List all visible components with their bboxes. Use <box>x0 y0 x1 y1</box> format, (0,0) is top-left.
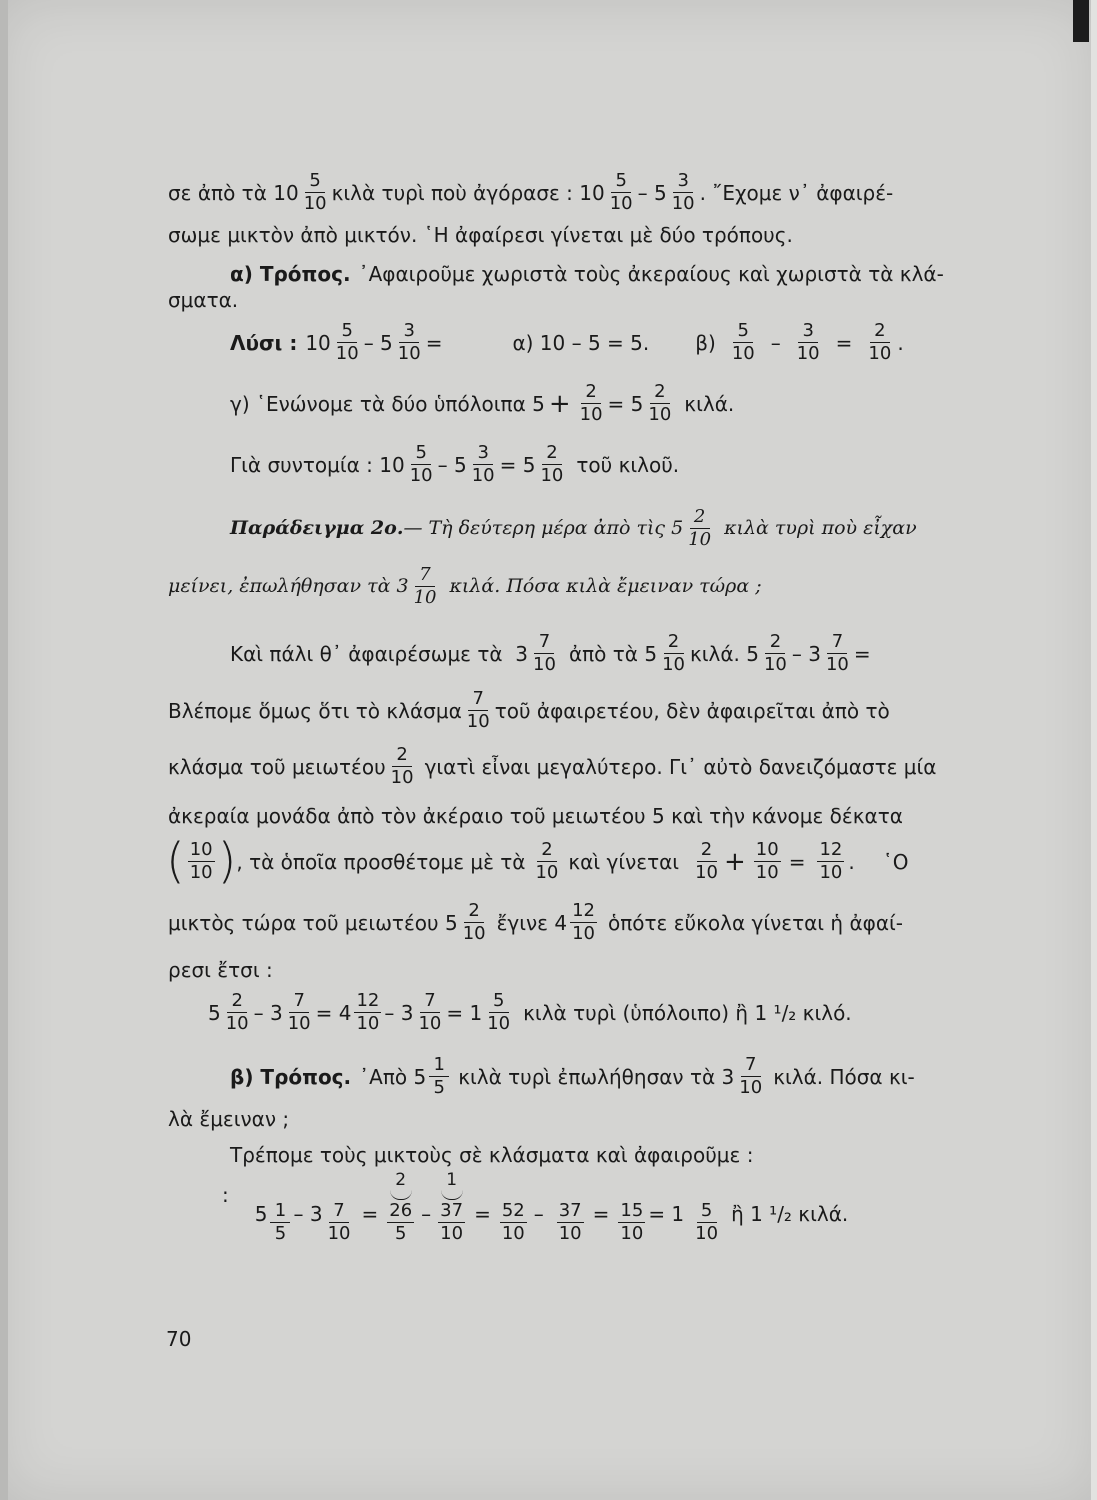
line3-text: ᾽Αφαιροῦμε χωριστὰ τοὺς ἀκεραίους καὶ χωριστὰ τὰ κλά- <box>358 262 944 286</box>
line15-part-b: ἔγινε 4 <box>496 910 568 935</box>
numerator: 12 <box>356 990 380 1011</box>
numerator: 7 <box>468 690 488 711</box>
fraction-5-10 <box>608 172 635 213</box>
line14-part-c: ῾Ο <box>882 849 909 874</box>
minus-3: – 3 <box>293 1202 323 1226</box>
fraction-2-10 <box>533 841 560 882</box>
numerator: 7 <box>534 633 554 654</box>
example-2-heading <box>230 508 917 549</box>
text-line-7 <box>230 444 679 485</box>
fraction-7-10 <box>326 1202 353 1243</box>
line14-part-a: , τὰ ὁποῖα προσθέτομε μὲ τὰ <box>236 849 526 874</box>
denominator: 10 <box>390 767 414 788</box>
denominator: 10 <box>462 923 486 944</box>
line16-text: ρεσι ἔτσι : <box>168 958 273 982</box>
numerator: 2 <box>542 444 562 465</box>
fraction-37-10-braced <box>438 1172 465 1243</box>
fraction-12-10 <box>817 841 844 882</box>
numerator: 37 <box>440 1200 464 1221</box>
fraction-2-10 <box>866 322 893 363</box>
denominator: 10 <box>409 465 433 486</box>
text-line-5-solution <box>230 322 904 363</box>
text-line-11 <box>168 690 890 731</box>
solution-label: Λύσι : <box>230 330 298 355</box>
unit-tou-kilou: τοῦ κιλοῦ. <box>576 452 680 477</box>
line17-result: κιλὰ τυρὶ (ὑπόλοιπο) ἢ 1 ¹/₂ κιλό. <box>523 1000 852 1025</box>
line18-part-a: ᾽Απὸ 5 <box>359 1064 427 1089</box>
denominator: 10 <box>755 862 779 884</box>
fraction-15-10 <box>618 1202 645 1243</box>
numerator: 2 <box>697 841 717 862</box>
equals-5: = 5 <box>607 391 644 416</box>
equals: = <box>788 849 806 874</box>
mark-colon: : <box>222 1183 229 1207</box>
equals: = <box>853 641 871 666</box>
period: . <box>897 330 904 355</box>
line14-part-b: καὶ γίνεται <box>568 849 680 874</box>
fraction-2-10 <box>224 992 251 1033</box>
denominator: 5 <box>433 1077 445 1098</box>
denominator: 10 <box>620 1223 644 1244</box>
fraction-7-10 <box>412 566 439 607</box>
fraction-7-10 <box>737 1056 764 1097</box>
denominator: 10 <box>501 1223 525 1244</box>
denominator: 10 <box>819 862 843 884</box>
equals-5: = 5 <box>499 452 536 477</box>
fraction-12-10 <box>570 902 597 943</box>
minus: – <box>770 330 781 355</box>
numerator: 7 <box>415 566 435 587</box>
equals: = <box>835 330 853 355</box>
line8-text-2: κιλὰ τυρὶ ποὺ εἶχαν <box>724 517 917 539</box>
numerator: 7 <box>827 633 847 654</box>
text-line-1 <box>168 172 893 213</box>
line18-part-c: κιλά. Πόσα κι- <box>773 1064 915 1089</box>
text-line-21 <box>222 1172 848 1243</box>
fraction-5-10 <box>730 322 757 363</box>
line6-text: γ) ῾Ενώνομε τὰ δύο ὑπόλοιπα 5 <box>230 391 545 416</box>
fraction-2-10 <box>646 383 673 424</box>
text-line-17 <box>208 992 852 1033</box>
unit-kila: κιλά. <box>684 391 735 416</box>
fraction-37-10 <box>557 1202 584 1243</box>
fraction-52-10 <box>500 1202 527 1243</box>
fraction-12-10 <box>354 992 381 1033</box>
brace <box>441 1190 463 1200</box>
denominator: 10 <box>579 404 603 425</box>
minus-3: – 3 <box>791 641 821 666</box>
fraction-2-10 <box>461 902 488 943</box>
denominator: 10 <box>825 654 849 675</box>
line13-text: ἀκεραία μονάδα ἀπὸ τὸν ἀκέραιο τοῦ μειωτέου 5 καὶ τὴν κάνομε δέκατα <box>168 804 903 828</box>
page-left-edge <box>0 0 8 1500</box>
numerator: 37 <box>558 1200 582 1221</box>
whole-5: 5 <box>254 1202 268 1226</box>
numerator: 7 <box>420 992 440 1013</box>
numerator: 7 <box>329 1202 349 1223</box>
numerator: 5 <box>611 172 631 193</box>
line1-part-d: . ῎Εχομε ν᾽ ἀφαιρέ- <box>699 180 894 205</box>
numerator: 2 <box>464 902 484 923</box>
numerator: 1 <box>270 1202 290 1223</box>
denominator: 10 <box>356 1013 380 1034</box>
equals: = <box>425 330 443 355</box>
fraction-7-10 <box>286 992 313 1033</box>
numerator: 7 <box>741 1056 761 1077</box>
fraction-7-10 <box>531 633 558 674</box>
numerator: 2 <box>581 383 601 404</box>
fraction-2-10 <box>693 841 720 882</box>
fraction-2-10 <box>762 633 789 674</box>
denominator: 10 <box>609 193 633 214</box>
whole-5: 5 <box>208 1000 221 1025</box>
numerator: 2 <box>690 508 710 529</box>
numerator: 3 <box>673 172 693 193</box>
numerator: 2 <box>870 322 890 343</box>
numerator: 3 <box>399 322 419 343</box>
denominator: 10 <box>327 1223 351 1244</box>
line11-part-b: τοῦ ἀφαιρετέου, δὲν ἀφαιρεῖται ἀπὸ τὸ <box>494 698 890 723</box>
line1-part-b: κιλὰ τυρὶ ποὺ ἀγόρασε : 10 <box>331 180 605 205</box>
denominator: 10 <box>671 193 695 214</box>
numerator: 10 <box>755 839 779 861</box>
denominator: 10 <box>397 343 421 364</box>
page-right-edge <box>1091 0 1097 1500</box>
fraction-5-10 <box>408 444 435 485</box>
denominator: 10 <box>471 465 495 486</box>
text-line-19 <box>168 1109 289 1129</box>
text-line-9 <box>168 566 762 607</box>
denominator: 10 <box>695 1223 719 1244</box>
whole-10: 10 <box>305 330 331 355</box>
fraction-10-10 <box>188 841 215 882</box>
fraction-2-10 <box>660 633 687 674</box>
numerator: 12 <box>572 900 595 921</box>
fraction-2-10 <box>389 746 416 787</box>
denominator: 10 <box>225 1013 249 1034</box>
fraction-3-10 <box>795 322 822 363</box>
denominator: 10 <box>572 923 595 944</box>
numerator: 15 <box>620 1200 644 1221</box>
fraction-3-10 <box>396 322 423 363</box>
fraction-2-10 <box>686 508 713 549</box>
equals-1: = 1 <box>648 1202 685 1226</box>
close-paren: ) <box>217 833 237 889</box>
numerator: 5 <box>305 172 325 193</box>
line12-part-a: κλάσμα τοῦ μειωτέου <box>168 754 386 779</box>
denominator: 10 <box>868 343 892 364</box>
numerator: 10 <box>189 839 213 861</box>
line7-text: Γιὰ συντομία : 10 <box>230 452 405 477</box>
fraction-7-10 <box>416 992 443 1033</box>
method-b-label: β) Τρόπος. <box>230 1064 352 1089</box>
line10-part-c: κιλά. 5 <box>689 641 759 666</box>
text-line-18 <box>230 1056 915 1097</box>
numerator: 5 <box>489 992 509 1013</box>
denominator: 10 <box>418 1013 442 1034</box>
plus: + <box>548 388 571 419</box>
fraction-2-10 <box>538 444 565 485</box>
numerator: 5 <box>697 1202 717 1223</box>
fraction-1-5 <box>429 1056 449 1097</box>
text-line-13 <box>168 806 903 826</box>
line20-text: Τρέπομε τοὺς μικτοὺς σὲ κλάσματα καὶ ἀφαιροῦμε : <box>230 1143 754 1167</box>
fraction-10-10 <box>754 841 781 882</box>
numerator: 7 <box>289 992 309 1013</box>
numerator: 3 <box>473 444 493 465</box>
text-line-15 <box>168 902 903 943</box>
denominator: 10 <box>662 654 685 675</box>
line9-text: μείνει, ἐπωλήθησαν τὰ 3 <box>168 575 409 597</box>
minus-3: – 3 <box>384 1000 414 1025</box>
equals: = <box>592 1202 610 1226</box>
fraction-2-10 <box>578 383 605 424</box>
equals: = <box>361 1202 379 1226</box>
fraction-5-10 <box>693 1202 720 1243</box>
equals: = <box>474 1202 491 1226</box>
fraction-5-10 <box>302 172 329 213</box>
line11-part-a: Βλέπομε ὅμως ὅτι τὸ κλάσμα <box>168 698 462 723</box>
line1-part-c: – 5 <box>637 180 667 205</box>
page-number: 70 <box>166 1327 192 1351</box>
numerator: 5 <box>411 444 431 465</box>
numerator: 2 <box>392 746 412 767</box>
fraction-5-10 <box>334 322 361 363</box>
denominator: 5 <box>394 1223 407 1244</box>
fraction-7-10 <box>465 690 492 731</box>
numerator: 26 <box>389 1200 413 1221</box>
line15-part-a: μικτὸς τώρα τοῦ μειωτέου 5 <box>168 910 458 935</box>
line12-part-b: γιατὶ εἶναι μεγαλύτερο. Γι᾽ αὐτὸ δανειζόμαστε μία <box>424 754 937 779</box>
line10-part-a: Καὶ πάλι θ᾽ ἀφαιρέσωμε τὰ 3 <box>230 641 529 666</box>
denominator: 10 <box>533 654 556 675</box>
fraction-5-10 <box>485 992 512 1033</box>
denominator: 10 <box>688 529 712 550</box>
brace-label-2: 2 <box>395 1170 407 1190</box>
fraction-3-10 <box>670 172 697 213</box>
numerator: 3 <box>798 322 818 343</box>
numerator: 5 <box>337 322 357 343</box>
text-line-20 <box>230 1145 753 1165</box>
text-line-14 <box>166 833 909 889</box>
denominator: 10 <box>739 1077 763 1098</box>
method-a-label: α) Τρόπος. <box>230 262 351 286</box>
step-beta: β) <box>695 330 716 355</box>
numerator: 52 <box>501 1200 525 1221</box>
step-alpha: α) 10 – 5 = 5. <box>512 330 650 355</box>
denominator: 10 <box>335 343 359 364</box>
denominator: 10 <box>796 343 820 364</box>
denominator: 10 <box>558 1223 582 1244</box>
denominator: 10 <box>695 862 718 884</box>
line9-text-2: κιλά. Πόσα κιλὰ ἔμειναν τώρα ; <box>449 575 762 597</box>
denominator: 10 <box>648 404 672 425</box>
brace <box>390 1190 412 1200</box>
denominator: 10 <box>540 465 564 486</box>
corner-mark <box>1073 0 1089 42</box>
text-line-3 <box>230 264 944 284</box>
line8-text: — Τὴ δεύτερη μέρα ἀπὸ τὶς 5 <box>403 517 684 539</box>
denominator: 5 <box>274 1223 287 1244</box>
text-line-12 <box>168 746 936 787</box>
denominator: 10 <box>287 1013 311 1034</box>
line21-result: ἢ 1 ¹/₂ κιλά. <box>731 1202 849 1226</box>
numerator: 2 <box>537 841 557 862</box>
line19-text: λὰ ἔμειναν ; <box>168 1107 290 1131</box>
open-paren: ( <box>166 833 185 889</box>
minus-5: – 5 <box>363 330 393 355</box>
minus: – <box>421 1202 432 1226</box>
numerator: 12 <box>819 839 843 861</box>
text-line-2 <box>168 225 793 245</box>
period: . <box>848 849 855 874</box>
numerator: 2 <box>227 992 247 1013</box>
fraction-3-10 <box>470 444 497 485</box>
line10-part-b: ἀπὸ τὰ 5 <box>568 641 658 666</box>
plus: + <box>723 846 746 877</box>
line18-part-b: κιλὰ τυρὶ ἐπωλήθησαν τὰ 3 <box>458 1064 735 1089</box>
line1-part-a: σε ἀπὸ τὰ 10 <box>168 180 299 205</box>
example-label: Παράδειγμα 2ο. <box>230 517 404 539</box>
minus-5: – 5 <box>437 452 467 477</box>
denominator: 10 <box>535 862 559 884</box>
denominator: 10 <box>763 654 787 675</box>
equals-4: = 4 <box>315 1000 352 1025</box>
numerator: 1 <box>429 1056 449 1077</box>
denominator: 10 <box>189 862 213 884</box>
brace-label-1: 1 <box>446 1170 458 1190</box>
numerator: 2 <box>664 633 684 654</box>
denominator: 10 <box>731 343 755 364</box>
denominator: 10 <box>466 711 490 732</box>
text-line-4 <box>168 290 238 310</box>
line2-text: σωμε μικτὸν ἀπὸ μικτόν. ῾Η ἀφαίρεσι γίνεται μὲ δύο τρόπους. <box>168 223 793 247</box>
fraction-26-5-braced <box>387 1172 414 1243</box>
denominator: 10 <box>440 1223 464 1244</box>
fraction-7-10 <box>824 633 851 674</box>
denominator: 10 <box>303 193 327 214</box>
numerator: 2 <box>765 633 785 654</box>
equals-1: = 1 <box>446 1000 483 1025</box>
text-line-10 <box>230 633 871 674</box>
text-line-16 <box>168 960 273 980</box>
denominator: 10 <box>487 1013 511 1034</box>
minus: – <box>533 1202 544 1226</box>
fraction-1-5 <box>270 1202 290 1243</box>
minus-3: – 3 <box>253 1000 283 1025</box>
numerator: 5 <box>733 322 753 343</box>
text-line-6 <box>230 383 734 424</box>
numerator: 2 <box>650 383 670 404</box>
line4-text: σματα. <box>168 288 239 312</box>
denominator: 10 <box>413 587 437 608</box>
line15-part-c: ὁπότε εὔκολα γίνεται ἡ ἀφαί- <box>607 910 904 935</box>
